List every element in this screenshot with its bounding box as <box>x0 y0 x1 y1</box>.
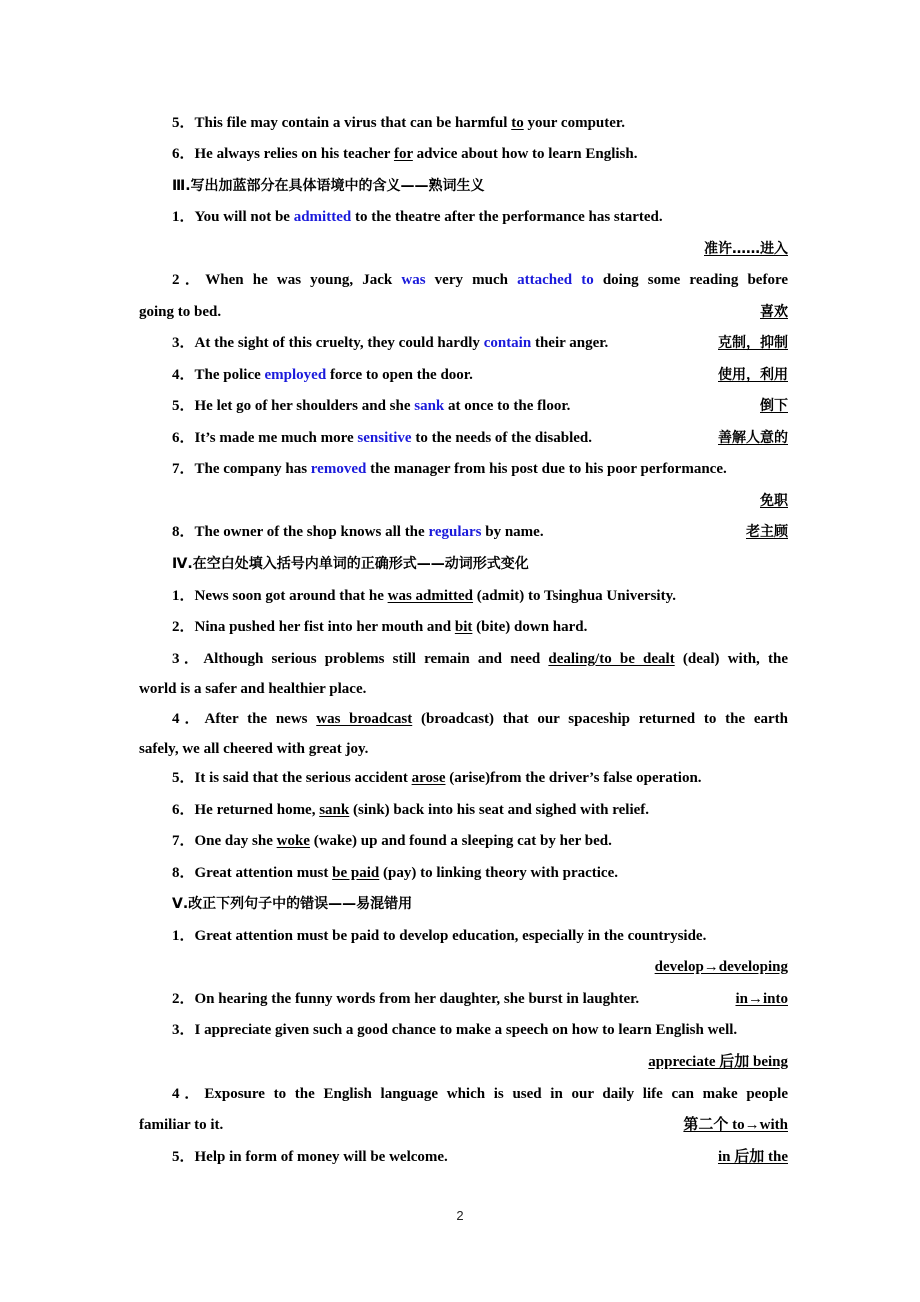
item-text: Exposure to the English language which is used in our daily life can make people <box>204 1086 788 1102</box>
exercise-item <box>139 1147 788 1167</box>
answer: in 后加 the <box>717 1149 788 1165</box>
item-number: 7． <box>172 461 195 477</box>
highlighted-word: sank <box>414 398 445 414</box>
exercise-item <box>139 207 788 227</box>
item-text: the manager from his post due to his poor performance. <box>366 461 727 477</box>
item-text: Help in form of money will be welcome. <box>194 1149 448 1165</box>
exercise-item <box>139 926 788 946</box>
exercise-item <box>139 333 788 353</box>
highlighted-word: sensitive <box>357 430 412 446</box>
item-text: world is a safer and healthier place. <box>139 681 367 697</box>
item-text: advice about how to learn English. <box>412 146 638 162</box>
answer-line <box>139 1052 788 1072</box>
answer: 克制，抑制 <box>718 335 788 351</box>
section-heading-4: Ⅳ.在空白处填入括号内单词的正确形式——动词形式变化 <box>172 556 529 572</box>
answer: to <box>511 115 524 131</box>
item-text: (sink) back into his seat and sighed with relief. <box>349 802 650 818</box>
item-number: 5． <box>172 770 195 786</box>
exercise-item <box>139 1020 788 1040</box>
item-text: doing some reading before <box>593 272 788 288</box>
item-text: I appreciate given such a good chance to make a speech on how to learn English well. <box>194 1022 738 1038</box>
item-number: 5． <box>172 398 195 414</box>
item-text: at once to the floor. <box>444 398 571 414</box>
item-number: 7． <box>172 833 195 849</box>
answer: 喜欢 <box>760 304 788 320</box>
item-number: 2． <box>172 991 195 1007</box>
answer: develop→developing <box>654 959 788 975</box>
item-number: 1． <box>172 588 195 604</box>
answer-line <box>139 957 788 977</box>
item-text: This file may contain a virus that can be harmful <box>194 115 512 131</box>
answer: woke <box>276 833 310 849</box>
answer: 第二个 to→with <box>683 1117 788 1133</box>
exercise-item-continuation <box>139 1115 788 1135</box>
item-text: familiar to it. <box>139 1117 224 1133</box>
item-text: (bite) down hard. <box>472 619 588 635</box>
item-number: 2． <box>172 619 195 635</box>
answer: arose <box>411 770 446 786</box>
item-number: 3． <box>172 651 204 667</box>
item-text: (pay) to linking theory with practice. <box>379 865 618 881</box>
exercise-item <box>139 989 788 1009</box>
exercise-item <box>139 396 788 416</box>
answer: 准许……进入 <box>704 241 788 257</box>
highlighted-word: attached to <box>517 272 594 288</box>
item-text: It is said that the serious accident <box>194 770 412 786</box>
answer: 老主顾 <box>746 524 788 540</box>
item-number: 4． <box>172 711 205 727</box>
item-number: 3． <box>172 1022 195 1038</box>
exercise-item <box>139 113 788 133</box>
item-text: On hearing the funny words from her daughter, she burst in laughter. <box>194 991 640 1007</box>
item-number: 1． <box>172 928 195 944</box>
item-text: very much <box>425 272 518 288</box>
answer: 善解人意的 <box>718 430 788 446</box>
item-text: by name. <box>481 524 544 540</box>
highlighted-word: was <box>401 272 426 288</box>
item-text: (arise)from the driver’s false operation. <box>445 770 702 786</box>
answer: sank <box>319 802 350 818</box>
highlighted-word: employed <box>264 367 327 383</box>
exercise-item <box>139 428 788 448</box>
answer: for <box>393 146 413 162</box>
item-text: One day she <box>194 833 277 849</box>
exercise-item <box>139 144 788 164</box>
item-text: Great attention must <box>194 865 333 881</box>
answer: was broadcast <box>316 711 413 727</box>
item-number: 2． <box>172 272 206 288</box>
item-text: their anger. <box>531 335 609 351</box>
item-text: (wake) up and found a sleeping cat by her bed. <box>309 833 612 849</box>
exercise-item-continuation <box>139 739 788 759</box>
item-text: to the theatre after the performance has started. <box>351 209 663 225</box>
item-text: Although serious problems still remain and need <box>203 651 549 667</box>
highlighted-word: contain <box>483 335 532 351</box>
exercise-item <box>139 831 788 851</box>
highlighted-word: regulars <box>428 524 482 540</box>
answer: appreciate 后加 being <box>648 1054 788 1070</box>
item-text: safely, we all cheered with great joy. <box>139 741 369 757</box>
exercise-item <box>139 365 788 385</box>
item-text: The company has <box>194 461 311 477</box>
item-text: force to open the door. <box>326 367 473 383</box>
section-heading-5: Ⅴ.改正下列句子中的错误——易混错用 <box>172 896 413 912</box>
item-number: 4． <box>172 1086 205 1102</box>
item-text: He let go of her shoulders and she <box>194 398 415 414</box>
exercise-item <box>139 768 788 788</box>
item-text: The owner of the shop knows all the <box>194 524 429 540</box>
item-number: 4． <box>172 367 195 383</box>
item-number: 6． <box>172 146 195 162</box>
item-text: When he was young, Jack <box>205 272 402 288</box>
item-text: Great attention must be paid to develop education, especially in the countryside. <box>194 928 707 944</box>
item-text: News soon got around that he <box>194 588 388 604</box>
answer-line <box>139 239 788 259</box>
answer: 使用，利用 <box>718 367 788 383</box>
exercise-item <box>139 459 788 479</box>
answer: 倒下 <box>760 398 788 414</box>
exercise-item <box>139 800 788 820</box>
item-text: (broadcast) that our spaceship returned to the earth <box>412 711 788 727</box>
item-text: to the needs of the disabled. <box>411 430 593 446</box>
highlighted-word: removed <box>310 461 367 477</box>
item-text: going to bed. <box>139 304 222 320</box>
exercise-item-continuation <box>139 679 788 699</box>
item-number: 8． <box>172 524 195 540</box>
item-text: You will not be <box>194 209 294 225</box>
item-text: The police <box>194 367 265 383</box>
exercise-item <box>139 617 788 637</box>
item-text: After the news <box>204 711 317 727</box>
item-text: It’s made me much more <box>194 430 358 446</box>
item-number: 5． <box>172 1149 195 1165</box>
answer: dealing/to be dealt <box>548 651 675 667</box>
exercise-item <box>139 863 788 883</box>
page-number: 2 <box>456 1208 464 1223</box>
item-text: He returned home, <box>194 802 320 818</box>
item-text: Nina pushed her fist into her mouth and <box>194 619 455 635</box>
exercise-item <box>139 586 788 606</box>
item-text: (admit) to Tsinghua University. <box>473 588 676 604</box>
answer-line <box>139 491 788 511</box>
answer: bit <box>454 619 473 635</box>
item-text: At the sight of this cruelty, they could hardly <box>194 335 484 351</box>
answer: be paid <box>332 865 380 881</box>
item-text: He always relies on his teacher <box>194 146 394 162</box>
exercise-item <box>139 1084 788 1104</box>
item-number: 6． <box>172 802 195 818</box>
exercise-item-continuation <box>139 302 788 322</box>
answer: was admitted <box>387 588 474 604</box>
answer: in→into <box>735 991 788 1007</box>
section-heading-3: Ⅲ.写出加蓝部分在具体语境中的含义——熟词生义 <box>172 178 485 194</box>
item-number: 1． <box>172 209 195 225</box>
answer: 免职 <box>760 493 788 509</box>
item-number: 6． <box>172 430 195 446</box>
item-text: (deal) with, the <box>674 651 788 667</box>
exercise-item <box>139 522 788 542</box>
item-number: 5． <box>172 115 195 131</box>
exercise-item <box>139 649 788 669</box>
highlighted-word: admitted <box>293 209 352 225</box>
item-number: 8． <box>172 865 195 881</box>
exercise-item <box>139 709 788 729</box>
item-number: 3． <box>172 335 195 351</box>
exercise-item <box>139 270 788 290</box>
item-text: your computer. <box>523 115 625 131</box>
